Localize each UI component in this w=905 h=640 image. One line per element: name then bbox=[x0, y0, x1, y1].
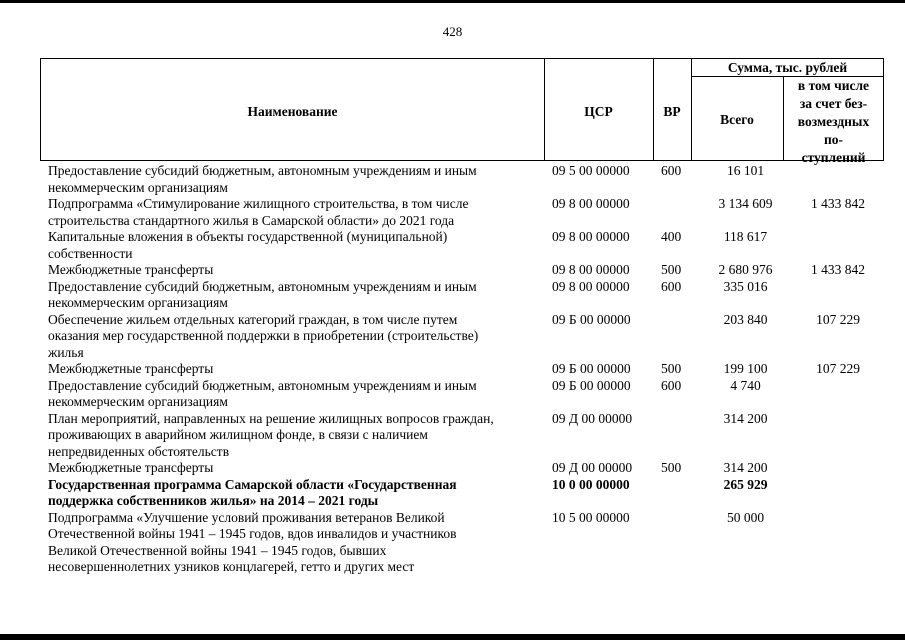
header-vr: ВР bbox=[663, 104, 681, 119]
row-incl: 1 433 842 bbox=[811, 262, 865, 277]
row-csr: 09 8 00 00000 bbox=[552, 262, 630, 277]
table-row bbox=[48, 279, 884, 312]
row-vr: 600 bbox=[661, 278, 682, 294]
row-csr: 09 5 00 00000 bbox=[552, 163, 630, 178]
table-row bbox=[48, 196, 884, 229]
header-total: Всего bbox=[720, 112, 754, 127]
row-name: План мероприятий, направленных на решение жилищных вопросов граждан, проживающих в аварийном жилищном фонде, в связи с наличием непредвиденных обстоятельств bbox=[48, 410, 494, 459]
row-csr: 10 5 00 00000 bbox=[552, 509, 630, 525]
row-total: 16 101 bbox=[726, 163, 765, 178]
row-vr: 500 bbox=[661, 460, 682, 475]
table-row bbox=[48, 477, 884, 510]
row-total: 199 100 bbox=[723, 361, 768, 376]
row-csr: 09 Б 00 00000 bbox=[552, 377, 631, 393]
header-incl: в том числе за счет без- возмездных по- ступлений bbox=[797, 78, 870, 165]
row-csr: 10 0 00 00000 bbox=[552, 476, 630, 492]
row-name: Государственная программа Самарской области «Государственная поддержка собственников жилья» на 2014 – 2021 годы bbox=[48, 476, 457, 508]
header-sum: Сумма, тыс. рублей bbox=[727, 60, 848, 75]
row-csr: 09 8 00 00000 bbox=[552, 278, 630, 294]
row-name: Межбюджетные трансферты bbox=[48, 460, 214, 475]
table-row bbox=[48, 262, 884, 279]
row-csr: 09 Д 00 00000 bbox=[552, 460, 633, 475]
row-name: Подпрограмма «Улучшение условий проживания ветеранов Великой Отечественной войны 1941 – 1945 годов, вдов инвалидов и участников Великой Отечественной войны 1941 – 1945 годов, бывших несовершеннолетних узников концлагерей, гетто и других мест bbox=[48, 509, 457, 574]
top-border bbox=[0, 0, 905, 3]
table-row bbox=[48, 460, 884, 477]
row-total: 314 200 bbox=[723, 460, 768, 475]
row-name: Предоставление субсидий бюджетным, автономным учреждениям и иным некоммерческим организациям bbox=[48, 377, 477, 409]
row-csr: 09 Б 00 00000 bbox=[552, 311, 631, 327]
header-csr: ЦСР bbox=[584, 104, 613, 119]
row-vr: 600 bbox=[661, 163, 682, 178]
row-vr: 400 bbox=[661, 229, 682, 244]
row-vr: 500 bbox=[661, 262, 682, 277]
row-csr: 09 Д 00 00000 bbox=[552, 410, 633, 426]
table-row bbox=[48, 378, 884, 411]
row-name: Обеспечение жильем отдельных категорий граждан, в том числе путем оказания мер государственной поддержки в приобретении (строительстве) жилья bbox=[48, 311, 479, 360]
row-vr: 500 bbox=[661, 361, 682, 376]
table-body bbox=[48, 163, 884, 576]
row-name: Подпрограмма «Стимулирование жилищного строительства, в том числе строительства стандартного жилья в Самарской области» до 2021 года bbox=[48, 196, 469, 228]
row-csr: 09 8 00 00000 bbox=[552, 229, 630, 244]
row-vr: 600 bbox=[661, 377, 682, 393]
page-number: 428 bbox=[442, 24, 463, 39]
row-total: 3 134 609 bbox=[718, 196, 773, 211]
row-name: Капитальные вложения в объекты государственной (муниципальной) собственности bbox=[48, 229, 448, 261]
table-header bbox=[40, 58, 884, 165]
row-total: 4 740 bbox=[730, 377, 761, 393]
row-name: Предоставление субсидий бюджетным, автономным учреждениям и иным некоммерческим организациям bbox=[48, 163, 477, 195]
table-row bbox=[48, 229, 884, 262]
row-total: 118 617 bbox=[723, 229, 768, 244]
row-total: 2 680 976 bbox=[718, 262, 773, 277]
row-incl: 1 433 842 bbox=[811, 196, 865, 211]
table-row bbox=[48, 312, 884, 362]
row-csr: 09 8 00 00000 bbox=[552, 196, 630, 211]
row-total: 265 929 bbox=[723, 476, 768, 492]
table-row bbox=[48, 510, 884, 576]
row-incl: 107 229 bbox=[816, 311, 860, 327]
row-total: 203 840 bbox=[723, 311, 768, 327]
row-name: Межбюджетные трансферты bbox=[48, 262, 214, 277]
table-row bbox=[48, 163, 884, 196]
row-incl: 107 229 bbox=[816, 361, 860, 376]
row-total: 314 200 bbox=[723, 410, 768, 426]
table-row bbox=[48, 411, 884, 461]
row-csr: 09 Б 00 00000 bbox=[552, 361, 631, 376]
row-total: 335 016 bbox=[723, 278, 768, 294]
row-name: Межбюджетные трансферты bbox=[48, 361, 214, 376]
row-name: Предоставление субсидий бюджетным, автономным учреждениям и иным некоммерческим организациям bbox=[48, 278, 477, 310]
header-name: Наименование bbox=[247, 104, 338, 119]
table-row bbox=[48, 361, 884, 378]
bottom-border bbox=[0, 634, 905, 640]
row-total: 50 000 bbox=[726, 509, 765, 525]
